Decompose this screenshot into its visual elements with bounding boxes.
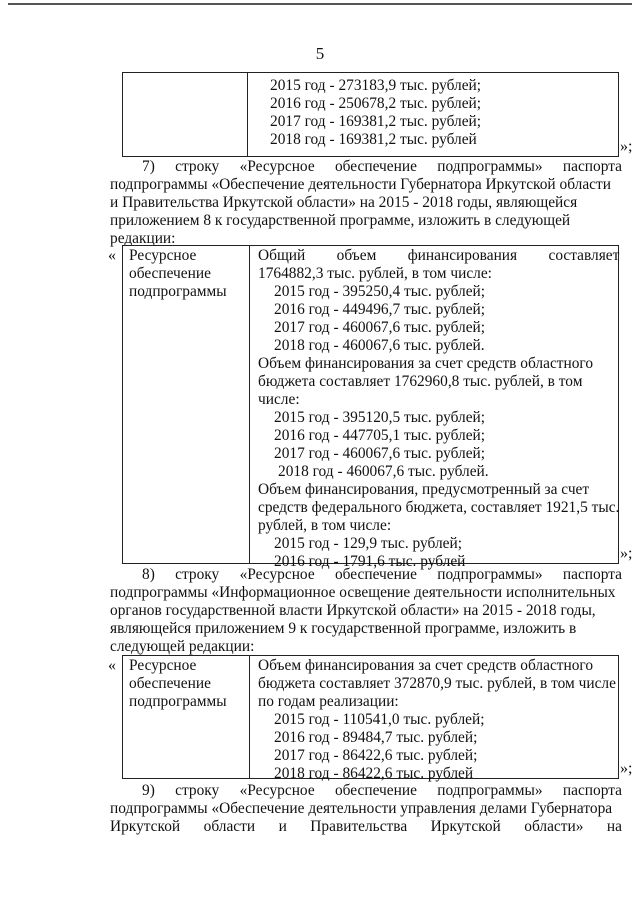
- paragraph-7-line: подпрограммы «Обеспечение деятельности Губернатора Иркутской области: [110, 176, 611, 193]
- prev-table-empty-cell: [123, 73, 248, 156]
- federal-line: средств федерального бюджета, составляет 1921,5 тыс.: [258, 499, 620, 516]
- paragraph-9: [110, 782, 622, 836]
- prev-year-line: 2018 год - 169381,2 тыс. рублей: [270, 131, 477, 148]
- federal-line: рублей, в том числе:: [258, 517, 392, 534]
- funding-year-line: 2016 год - 89484,7 тыс. рублей;: [274, 729, 478, 746]
- funding-line: по годам реализации:: [258, 693, 399, 710]
- resource-value-cell: [250, 246, 625, 570]
- page-number: 5: [315, 44, 325, 63]
- federal-year-line: 2016 год - 1791,6 тыс. рублей: [274, 553, 466, 570]
- total-line-1: Общий объем финансирования составляет: [258, 247, 620, 264]
- paragraph-9-line: подпрограммы «Обеспечение деятельности управления делами Губернатора: [110, 800, 613, 817]
- regional-year-line: 2016 год - 447705,1 тыс. рублей;: [274, 427, 486, 444]
- paragraph-7: [110, 158, 622, 248]
- regional-year-line: 2017 год - 460067,6 тыс. рублей;: [274, 445, 486, 462]
- resource-value-cell: [250, 656, 622, 782]
- regional-year-line: 2015 год - 395120,5 тыс. рублей;: [274, 409, 486, 426]
- regional-line: Объем финансирования за счет средств областного: [258, 355, 594, 372]
- top-border-line: [8, 3, 632, 5]
- funding-line: бюджета составляет 372870,9 тыс. рублей, в том числе: [258, 675, 616, 692]
- federal-line: Объем финансирования, предусмотренный за счет: [258, 481, 590, 498]
- paragraph-9-line-1: 9) строку «Ресурсное обеспечение подпрограммы» паспорта: [142, 782, 622, 799]
- funding-year-line: 2017 год - 86422,6 тыс. рублей;: [274, 747, 478, 764]
- prev-year-line: 2016 год - 250678,2 тыс. рублей;: [270, 95, 482, 112]
- resource-label-cell: Ресурсное обеспечение подпрограммы: [123, 656, 250, 778]
- total-year-line: 2017 год - 460067,6 тыс. рублей;: [274, 319, 486, 336]
- total-year-line: 2018 год - 460067,6 тыс. рублей.: [274, 337, 485, 354]
- paragraph-7-line: и Правительства Иркутской области» на 2015 - 2018 годы, являющейся: [110, 194, 578, 211]
- regional-line: числе:: [258, 391, 300, 408]
- total-line-2: 1764882,3 тыс. рублей, в том числе:: [258, 265, 492, 282]
- prev-table-values: [248, 73, 618, 156]
- paragraph-8: [110, 566, 622, 656]
- funding-line: Объем финансирования за счет средств областного: [258, 657, 594, 674]
- paragraph-8-line: органов государственной власти Иркутской области» на 2015 - 2018 годы,: [110, 602, 596, 619]
- paragraph-8-line: являющейся приложением 9 к государственной программе, изложить в: [110, 620, 577, 637]
- resource-label-cell: Ресурсное обеспечение подпрограммы: [123, 246, 250, 563]
- paragraph-7-line: редакции:: [110, 230, 176, 247]
- funding-year-line: 2018 год - 86422,6 тыс. рублей: [274, 765, 474, 782]
- federal-year-line: 2015 год - 129,9 тыс. рублей;: [274, 535, 462, 552]
- paragraph-9-line-3: Иркутской области и Правительства Иркутской области» на: [110, 818, 622, 835]
- regional-line: бюджета составляет 1762960,8 тыс. рублей, в том: [258, 373, 583, 390]
- prev-table-close-quote: »;: [620, 138, 633, 155]
- regional-year-line: 2018 год - 460067,6 тыс. рублей.: [278, 463, 489, 480]
- paragraph-7-line: приложением 8 к государственной программе, изложить в следующей: [110, 212, 571, 229]
- total-year-line: 2016 год - 449496,7 тыс. рублей;: [274, 301, 486, 318]
- table-7-open-quote: «: [108, 247, 116, 264]
- paragraph-8-line-1: 8) строку «Ресурсное обеспечение подпрограммы» паспорта: [142, 566, 622, 583]
- table-7-close-quote: »;: [620, 545, 633, 562]
- total-year-line: 2015 год - 395250,4 тыс. рублей;: [274, 283, 486, 300]
- prev-table: [122, 72, 619, 157]
- resource-table-8: [122, 655, 619, 782]
- resource-table-7: [122, 245, 620, 570]
- table-8-open-quote: «: [108, 657, 116, 674]
- paragraph-8-line: подпрограммы «Информационное освещение деятельности исполнительных: [110, 584, 616, 601]
- funding-year-line: 2015 год - 110541,0 тыс. рублей;: [274, 711, 485, 728]
- table-8-close-quote: »;: [620, 760, 633, 777]
- paragraph-8-line: следующей редакции:: [110, 638, 255, 655]
- prev-year-line: 2017 год - 169381,2 тыс. рублей;: [270, 113, 482, 130]
- paragraph-7-line-1: 7) строку «Ресурсное обеспечение подпрограммы» паспорта: [142, 158, 622, 175]
- prev-year-line: 2015 год - 273183,9 тыс. рублей;: [270, 77, 482, 94]
